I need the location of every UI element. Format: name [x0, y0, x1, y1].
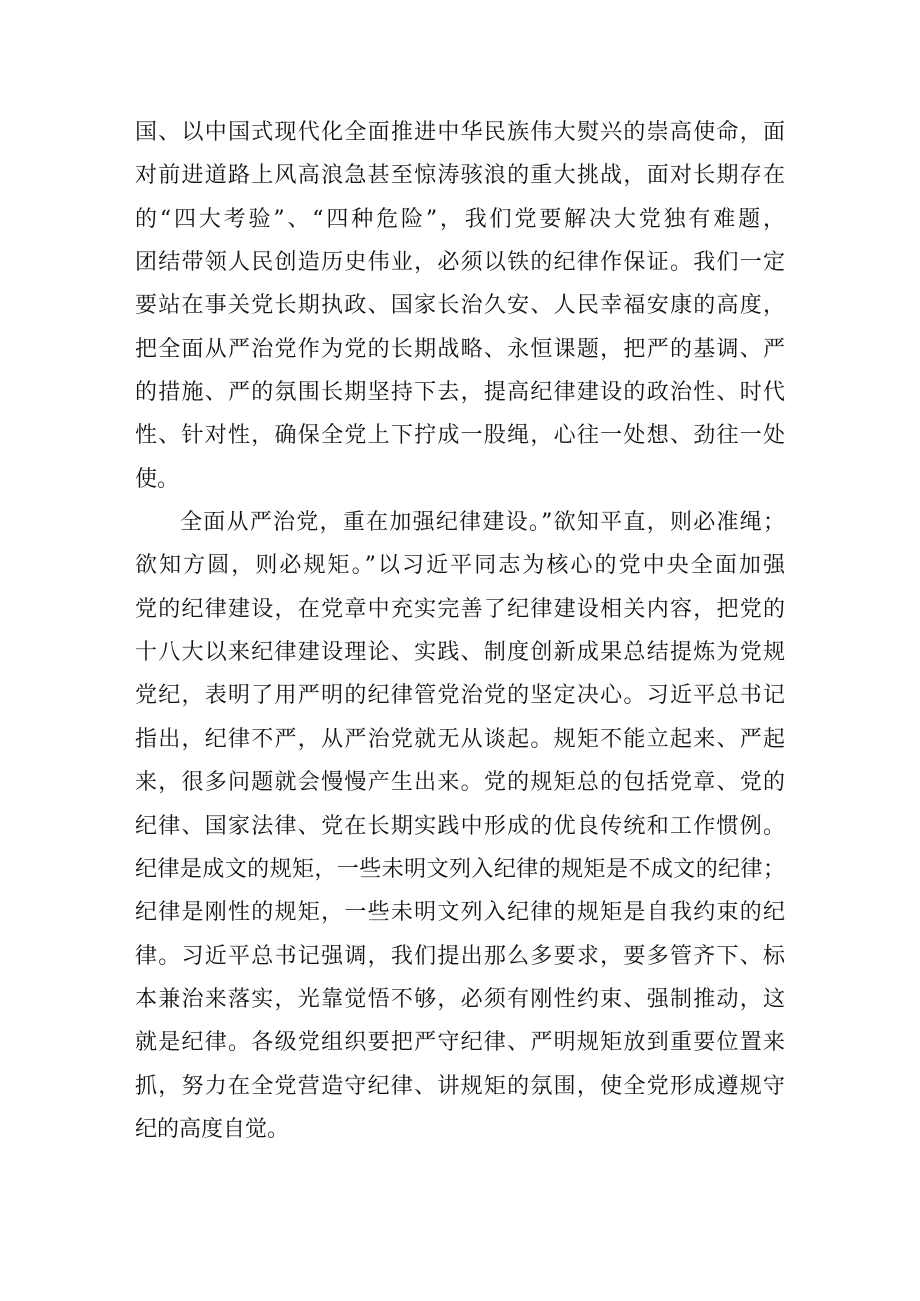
text-line: 国、以中国式现代化全面推进中华民族伟大熨兴的崇高使命，面 — [135, 120, 785, 145]
text-line: 指出，纪律不严，从严治党就无从谈起。规矩不能立起来、严起 — [135, 726, 785, 752]
text-line: 的“四大考验”、“四种危险”，我们党要解决大党独有难题， — [135, 206, 785, 232]
text-line: 纪律是刚性的规矩，一些未明文列入纪律的规矩是自我约束的纪 — [135, 900, 785, 926]
text-line: 党的纪律建设，在党章中充实完善了纪律建设相关内容，把党的 — [135, 596, 785, 622]
text-line: 律。习近平总书记强调，我们提出那么多要求，要多管齐下、标 — [135, 943, 785, 969]
text-line: 就是纪律。各级党组织要把严守纪律、严明规矩放到重要位置来 — [135, 1030, 785, 1056]
text-line: 团结带领人民创造历史伟业，必须以铁的纪律作保证。我们一定 — [135, 250, 785, 276]
text-line: 使。 — [135, 466, 180, 492]
text-line: 要站在事关党长期执政、国家长治久安、人民幸福安康的高度， — [135, 293, 785, 319]
text-line: 欲知方圆，则必规矩。”以习近平同志为核心的党中央全面加强 — [135, 553, 785, 579]
text-line: 党纪，表明了用严明的纪律管党治党的坚定决心。习近平总书记 — [135, 683, 785, 709]
text-line: 纪律是成文的规矩，一些未明文列入纪律的规矩是不成文的纪律； — [135, 856, 785, 882]
paragraph-1 — [135, 111, 785, 501]
text-line: 对前进道路上风高浪急甚至惊涛骇浪的重大挑战，面对长期存在 — [135, 163, 785, 189]
text-line: 全面从严治党，重在加强纪律建设。”欲知平直，则必准绳； — [180, 510, 785, 536]
text-line: 纪律、国家法律、党在长期实践中形成的优良传统和工作惯例。 — [135, 813, 785, 839]
text-line: 十八大以来纪律建设理论、实践、制度创新成果总结提炼为党规 — [135, 640, 785, 666]
text-line: 抓，努力在全党营造守纪律、讲规矩的氛围，使全党形成遵规守 — [135, 1073, 785, 1099]
text-line: 纪的高度自觉。 — [135, 1116, 290, 1142]
text-line: 本兼治来落实，光靠觉悟不够，必须有刚性约束、强制推动，这 — [135, 986, 785, 1012]
document-body — [135, 111, 785, 1151]
text-line: 把全面从严治党作为党的长期战略、永恒课题，把严的基调、严 — [135, 336, 785, 362]
text-line: 的措施、严的氛围长期坚持下去，提高纪律建设的政治性、时代 — [135, 380, 785, 406]
text-line: 性、针对性，确保全党上下拧成一股绳，心往一处想、劲往一处 — [135, 423, 785, 449]
text-line: 来，很多问题就会慢慢产生出来。党的规矩总的包括党章、党的 — [135, 770, 785, 796]
paragraph-2 — [135, 501, 785, 1151]
